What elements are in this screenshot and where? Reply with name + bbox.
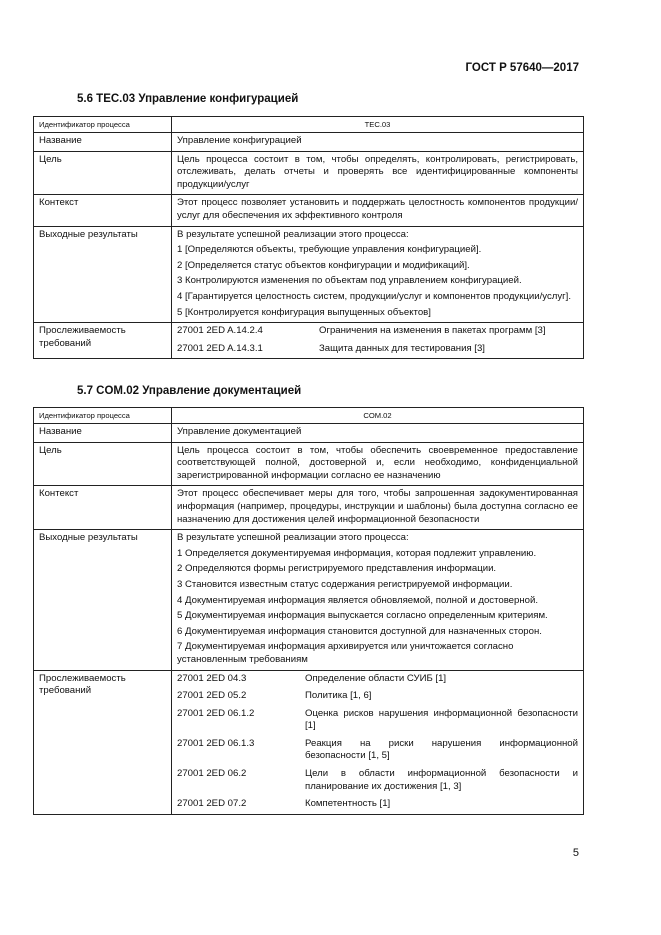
output-item: 3 Контролируются изменения по объектам под управлением конфигурацией.	[177, 275, 522, 287]
trace-code: 27001 2ED 04.3	[177, 672, 247, 684]
row-traceability	[34, 323, 584, 359]
output-item: 4 [Гарантируется целостность систем, продукции/услуг и компонентов продукции/услуг].	[177, 290, 571, 302]
goal-value: Цель процесса состоит в том, чтобы определять, контролировать, регистрировать, отслеживать, делать отчеты и проверять все идентифицированные компоненты продукции/услуг	[172, 151, 584, 195]
trace-item	[177, 708, 578, 733]
trace-text: Определение области СУИБ [1]	[305, 672, 447, 684]
output-item: 4 Документируемая информация является обновляемой, полной и достоверной.	[177, 594, 539, 606]
trace-text: Реакция на риски нарушения информационной безопасности [1, 5]	[305, 737, 578, 762]
row-name	[34, 133, 584, 152]
traceability-list	[172, 323, 584, 359]
identifier-label: Идентификатор процесса	[34, 117, 172, 133]
trace-code: 27001 2ED A.14.2.4	[177, 325, 263, 337]
standard-designation: ГОСТ Р 57640—2017	[465, 62, 579, 74]
output-item: 5 [Контролируется конфигурация выпущенных объектов]	[177, 306, 431, 318]
output-item: 1 Определяется документируемая информация, которая подлежит управлению.	[177, 547, 537, 559]
process-table-com02	[33, 407, 584, 815]
goal-value: Цель процесса состоит в том, чтобы обеспечить своевременное предоставление соответствующей полной, достоверной и, если необходимо, конфиденциальной зарегистрированной информации согласно ее назначению	[172, 442, 584, 486]
outputs-list	[172, 226, 584, 323]
traceability-list	[172, 670, 584, 814]
output-item: 1 [Определяются объекты, требующие управления конфигурацией].	[177, 244, 482, 256]
trace-text: Цели в области информационной безопасности и планирование их достижения [1, 3]	[305, 768, 578, 792]
output-item: 3 Становится известным статус содержания регистрируемой информации.	[177, 578, 513, 590]
output-item: 7 Документируемая информация архивируется или уничтожается согласно установленным требованиям	[177, 641, 514, 665]
row-identifier	[34, 117, 584, 133]
row-outputs	[34, 226, 584, 323]
trace-item	[177, 738, 578, 763]
trace-text: Защита данных для тестирования [3]	[319, 342, 485, 354]
outputs-label: Выходные результаты	[34, 226, 172, 323]
trace-code: 27001 2ED 06.2	[177, 768, 247, 780]
row-context	[34, 486, 584, 530]
name-value: Управление конфигурацией	[172, 133, 584, 152]
trace-text: Ограничения на изменения в пакетах программ [3]	[319, 325, 546, 337]
trace-item	[177, 673, 578, 686]
trace-code: 27001 2ED 06.1.3	[177, 737, 255, 749]
identifier-value: TEC.03	[172, 117, 584, 133]
context-label: Контекст	[34, 195, 172, 226]
output-item: 5 Документируемая информация выпускается согласно определенным критериям.	[177, 610, 548, 622]
outputs-list	[172, 530, 584, 670]
output-item: 2 [Определяется статус объектов конфигурации и модификаций].	[177, 259, 470, 271]
context-value: Этот процесс обеспечивает меры для того, чтобы запрошенная задокументированная информация (например, процедуры, инструкции и шаблоны) была доступна согласно ее назначению для достижения целей информационной безопасности	[172, 486, 584, 530]
trace-text: Оценка рисков нарушения информационной безопасности [1]	[305, 707, 578, 732]
traceability-label: Прослеживаемость требований	[34, 670, 172, 814]
trace-text: Политика [1, 6]	[305, 690, 372, 702]
output-item: 6 Документируемая информация становится доступной для назначенных сторон.	[177, 625, 542, 637]
trace-text: Компетентность [1]	[305, 798, 391, 810]
output-item: В результате успешной реализации этого процесса:	[177, 228, 409, 240]
row-identifier	[34, 408, 584, 424]
output-item: 2 Определяются формы регистрируемого представления информации.	[177, 563, 497, 575]
context-label: Контекст	[34, 486, 172, 530]
trace-item	[177, 325, 578, 338]
trace-item	[177, 343, 578, 356]
name-label: Название	[34, 133, 172, 152]
name-value: Управление документацией	[172, 424, 584, 443]
section-title-com02: 5.7 COM.02 Управление документацией	[77, 385, 302, 397]
name-label: Название	[34, 424, 172, 443]
outputs-label: Выходные результаты	[34, 530, 172, 670]
page-number: 5	[572, 847, 579, 859]
row-context	[34, 195, 584, 226]
trace-item	[177, 690, 578, 703]
identifier-label: Идентификатор процесса	[34, 408, 172, 424]
trace-item	[177, 768, 578, 793]
identifier-value: COM.02	[172, 408, 584, 424]
trace-code: 27001 2ED 07.2	[177, 798, 247, 810]
trace-code: 27001 2ED 05.2	[177, 690, 247, 702]
trace-item	[177, 798, 578, 811]
process-table-tec03	[33, 116, 584, 359]
row-name	[34, 424, 584, 443]
goal-label: Цель	[34, 442, 172, 486]
trace-code: 27001 2ED 06.1.2	[177, 707, 255, 719]
row-goal	[34, 151, 584, 195]
context-value: Этот процесс позволяет установить и поддержать целостность компонентов продукции/услуг для обеспечения их эффективного контроля	[172, 195, 584, 226]
goal-label: Цель	[34, 151, 172, 195]
traceability-label: Прослеживаемость требований	[34, 323, 172, 359]
row-traceability	[34, 670, 584, 814]
trace-code: 27001 2ED A.14.3.1	[177, 342, 263, 354]
output-item: В результате успешной реализации этого процесса:	[177, 532, 409, 544]
row-goal	[34, 442, 584, 486]
row-outputs	[34, 530, 584, 670]
section-title-tec03: 5.6 TEC.03 Управление конфигурацией	[77, 93, 299, 105]
